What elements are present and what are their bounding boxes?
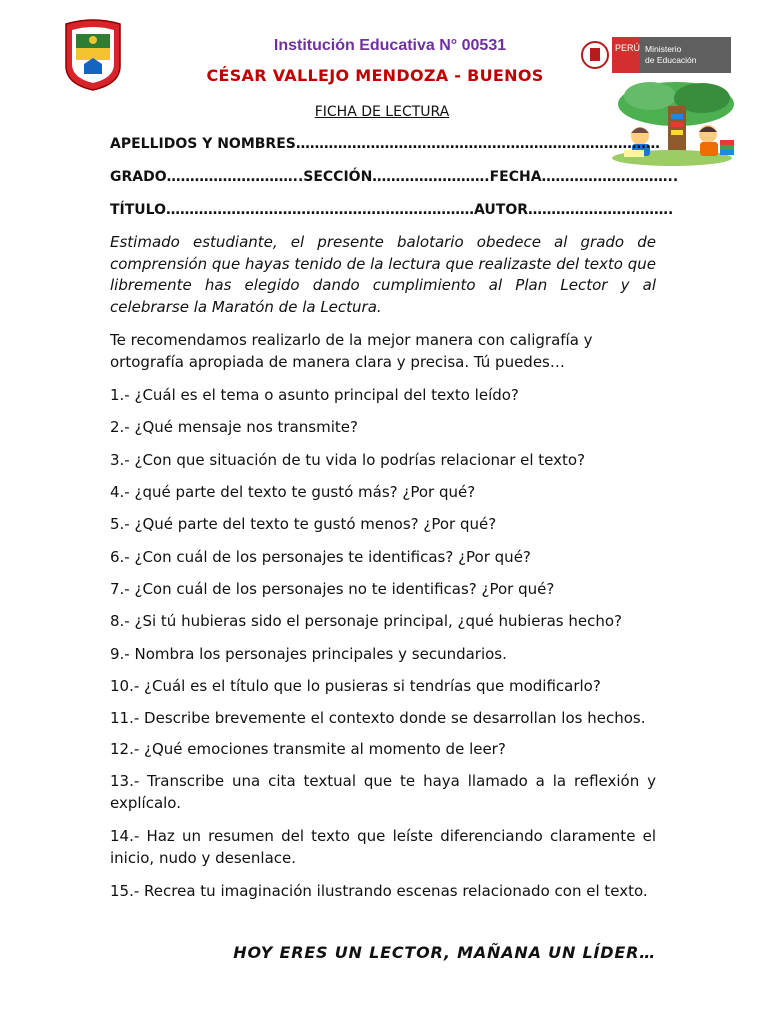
question-item: 4.- ¿qué parte del texto te gustó más? ¿Por qué? [110, 483, 476, 501]
question-item: 3.- ¿Con que situación de tu vida lo podrías relacionar el texto? [110, 451, 586, 469]
title-author-field: TÍTULO…………………………………………………………AUTOR…………………………. [110, 202, 674, 218]
names-field: APELLIDOS Y NOMBRES…………………………………………………………………… [110, 136, 660, 152]
school-logo [62, 18, 124, 92]
grade-section-date-field: GRADO………………………..SECCIÓN…………………….FECHA……………………….. [110, 169, 679, 185]
question-item: 11.- Describe brevemente el contexto donde se desarrollan los hechos. [110, 709, 646, 727]
question-item: 14.- Haz un resumen del texto que leíste diferenciando claramente el inicio, nudo y desenlace. [110, 827, 656, 867]
peru-label: PERÚ [615, 43, 641, 53]
institution-name: Institución Educativa N° 00531 [273, 37, 507, 54]
ministry-logo [581, 37, 731, 73]
question-item: 1.- ¿Cuál es el tema o asunto principal del texto leído? [110, 386, 519, 404]
reading-children-illustration [610, 78, 738, 166]
question-item: 15.- Recrea tu imaginación ilustrando escenas relacionado con el texto. [110, 882, 648, 900]
question-item: 9.- Nombra los personajes principales y secundarios. [110, 645, 507, 663]
closing-motto: HOY ERES UN LECTOR, MAÑANA UN LÍDER… [233, 943, 656, 962]
question-item: 12.- ¿Qué emociones transmite al momento de leer? [110, 740, 506, 758]
ministry-name-1: Ministerio [645, 44, 682, 54]
question-item: 10.- ¿Cuál es el título que lo pusieras si tendrías que modificarlo? [110, 677, 601, 695]
question-item: 13.- Transcribe una cita textual que te haya llamado a la reflexión y explícalo. [110, 772, 656, 812]
recommendation-paragraph: Te recomendamos realizarlo de la mejor manera con caligrafía y ortografía apropiada de manera clara y precisa. Tú puedes… [110, 331, 593, 371]
question-item: 5.- ¿Qué parte del texto te gustó menos? ¿Por qué? [110, 515, 497, 533]
question-item: 2.- ¿Qué mensaje nos transmite? [110, 418, 358, 436]
ministry-name-2: de Educación [645, 55, 697, 65]
question-item: 8.- ¿Si tú hubieras sido el personaje principal, ¿qué hubieras hecho? [110, 612, 623, 630]
intro-paragraph: Estimado estudiante, el presente balotario obedece al grado de comprensión que hayas tenido de la lectura que realizaste del texto que libremente has elegido dando cumplimiento al Plan Lector y al celebrarse la Maratón de la Lectura. [110, 233, 656, 316]
question-item: 7.- ¿Con cuál de los personajes no te identificas? ¿Por qué? [110, 580, 555, 598]
institution-subtitle: CÉSAR VALLEJO MENDOZA - BUENOS [206, 66, 544, 85]
question-item: 6.- ¿Con cuál de los personajes te identificas? ¿Por qué? [110, 548, 531, 566]
document-title: FICHA DE LECTURA [314, 104, 450, 120]
